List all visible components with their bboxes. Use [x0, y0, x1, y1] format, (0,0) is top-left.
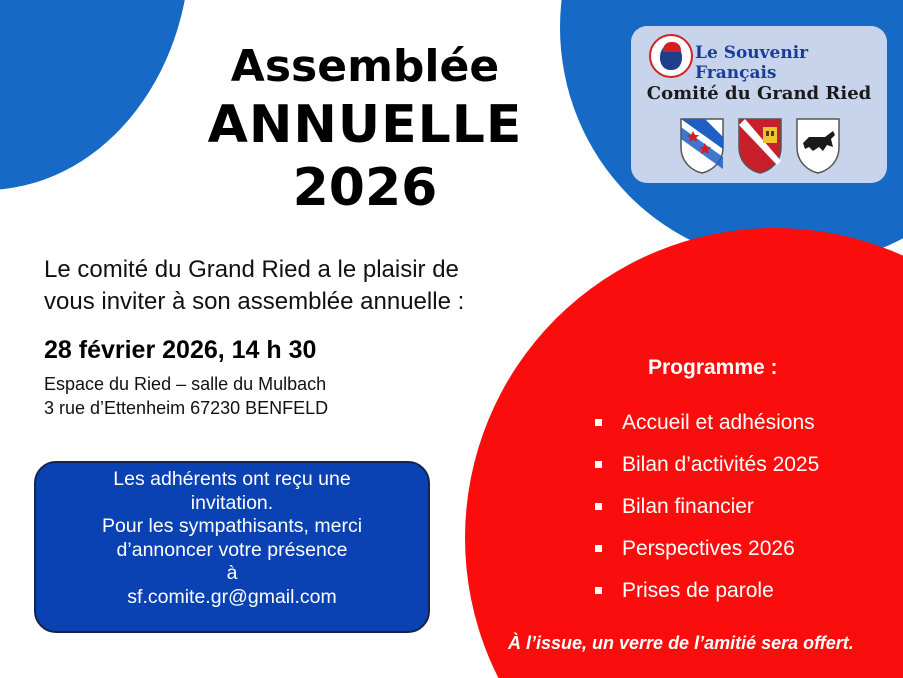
contact-email[interactable]: sf.comite.gr@gmail.com	[127, 585, 337, 608]
event-address: 3 rue d’Ettenheim 67230 BENFELD	[44, 398, 329, 418]
programme-item-label: Bilan financier	[622, 495, 754, 518]
programme-item-label: Accueil et adhésions	[622, 411, 815, 434]
note-box	[34, 461, 430, 633]
square-bullet-icon	[595, 503, 602, 510]
event-venue: Espace du Ried – salle du Mulbach	[44, 374, 327, 394]
title-line-2: ANNUELLE	[207, 95, 523, 155]
programme-item-label: Bilan d’activités 2025	[622, 453, 820, 476]
red-cross-shield-icon	[679, 117, 725, 175]
programme-title: Programme :	[648, 356, 778, 379]
note-line: Pour les sympathisants, merci	[101, 515, 363, 537]
org-name: Le Souvenir Français	[695, 43, 809, 83]
title-line-1: Assemblée	[230, 41, 500, 92]
alsace-crown-shield-icon	[737, 117, 783, 175]
list-item	[595, 494, 819, 536]
square-bullet-icon	[595, 419, 602, 426]
invitation-text	[44, 254, 584, 318]
programme-list	[595, 410, 819, 620]
note-line: invitation.	[190, 491, 274, 514]
square-bullet-icon	[595, 461, 602, 468]
event-location	[44, 372, 328, 420]
logo-card	[631, 26, 887, 183]
souvenir-francais-badge-icon	[649, 34, 693, 78]
title-line-3: 2026	[292, 158, 438, 218]
closing-note: À l’issue, un verre de l’amitié sera offert.	[508, 633, 854, 653]
invitation-line-1: Le comité du Grand Ried a le plaisir de	[44, 256, 459, 283]
shields-row	[677, 117, 847, 177]
page-title	[160, 40, 570, 220]
list-item	[595, 452, 819, 494]
square-bullet-icon	[595, 587, 602, 594]
wolf-shield-icon	[795, 117, 841, 175]
programme-item-label: Perspectives 2026	[622, 537, 795, 560]
note-line: Les adhérents ont reçu une	[113, 468, 351, 490]
square-bullet-icon	[595, 545, 602, 552]
note-line: à	[226, 562, 238, 584]
list-item	[595, 536, 819, 578]
list-item	[595, 578, 819, 620]
list-item	[595, 410, 819, 452]
event-datetime: 28 février 2026, 14 h 30	[44, 336, 317, 364]
programme-item-label: Prises de parole	[622, 579, 774, 602]
invitation-line-2: vous inviter à son assemblée annuelle :	[44, 288, 465, 315]
committee-name: Comité du Grand Ried	[646, 83, 872, 104]
note-line: d’annoncer votre présence	[116, 538, 348, 561]
